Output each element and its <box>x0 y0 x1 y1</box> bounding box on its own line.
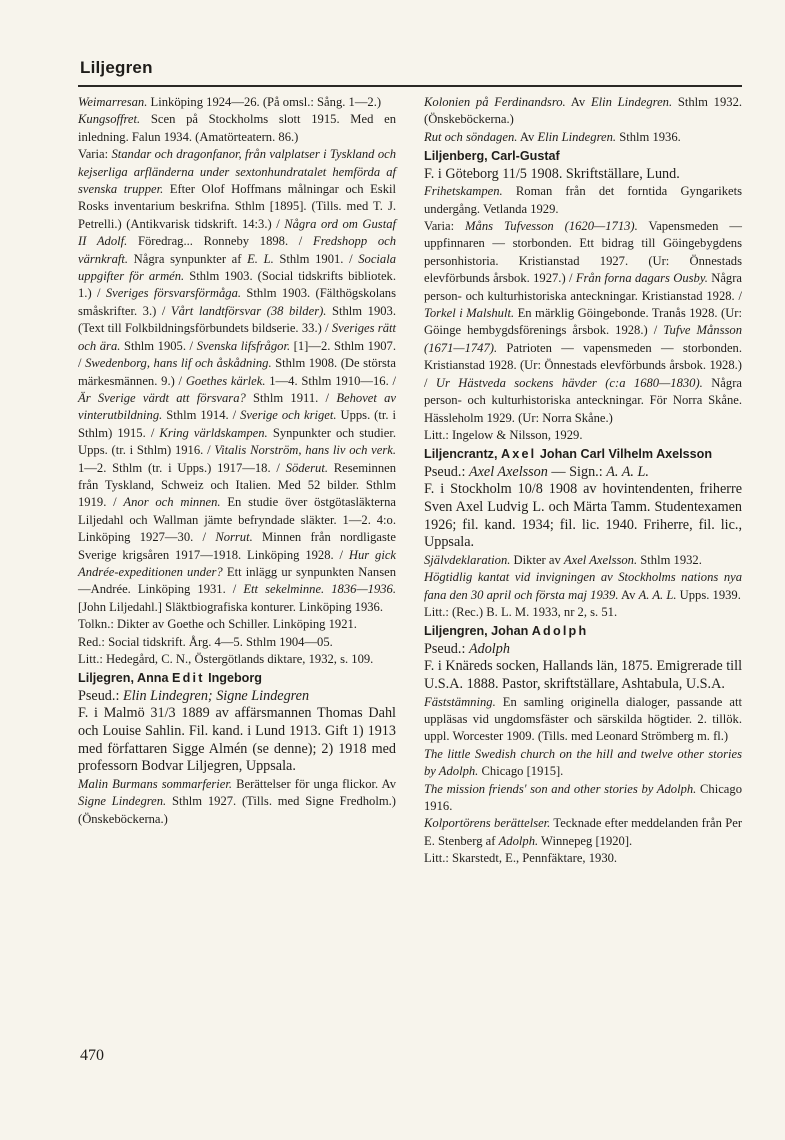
entry-paragraph: Varia: Standar och dragonfanor, från valplatser i Tyskland och kejserliga arfländerna under sextonhundratalet hemförda af svenska trupper. Efter Olof Hoffmans målningar och Eskil Rosks inventarium beskrifna. Sthlm [1895]. (Tills. med T. J. Petrelli.) (Antikvarisk tidskrift. 14:3.) / Några ord om Gustaf II Adolf. Föredrag... Ronneby 1898. / Fredshopp och värnkraft. Några synpunkter af E. L. Sthlm 1901. / Sociala uppgifter för armén. Sthlm 1903. (Social tidskrifts bibliotek. 1.) / Sveriges försvarsförmåga. Sthlm 1903. (Fälthögskolans småskrifter. 3.) / Vårt landtförsvar (38 bilder). Sthlm 1903. (Text till Folkbildningsförbundets bildserie. 33.) / Sveriges rätt och ära. Sthlm 1905. / Svenska lifsfrågor. [1]—2. Sthlm 1907. / Swedenborg, hans lif och åskådning. Sthlm 1908. (De största märkesmännen. 9.) / Goethes kärlek. 1—4. Sthlm 1910—16. / Är Sverige värdt att försvara? Sthlm 1911. / Behovet av vinterutbildning. Sthlm 1914. / Sverige och kriget. Upps. (tr. i Sthlm) 1915. / Kring världskampen. Synpunkter och studier. Upps. (tr. i Sthlm) 1916. / Vitalis Norström, hans liv och verk. 1—2. Sthlm (tr. i Upps.) 1917—18. / Söderut. Reseminnen från Tyskland, Schweiz och Italien. Med 52 bilder. Sthlm 1919. / Anor och minnen. En studie över östgötasläkterna Liljedahl och Wallman jämte befryndade släkter. 1—2. 4:o. Linköping 1927—30. / Norrut. Minnen från nordligaste Sverige krigsåren 1917—1918. Linköping 1928. / Hur gick Andrée-expeditionen under? Ett inlägg ur synpunkten Nansen—Andrée. Linköping 1931. / Ett sekelminne. 1836—1936. [John Liljedahl.] Släktbiografiska konturer. Linköping 1936. <box>78 147 397 614</box>
biography: F. i Malmö 31/3 1889 av affärsmannen Thomas Dahl och Louise Sahlin. Fil. kand. i Lund 1913. Gift 1) 1913 med författaren Sigge Almén (se denne); 2) 1918 med professorn Bodvar Liljegren, Uppsala. <box>78 705 396 775</box>
author-heading: Liljegren, Anna Edit Ingeborg <box>78 671 262 686</box>
pseudonym-line: Pseud.: Axel Axelsson — Sign.: A. A. L. <box>424 463 649 480</box>
entry-paragraph: Kolportörens berättelser. Tecknade efter meddelanden från Per E. Stenberg af Adolph. Winnepeg [1920]. <box>424 816 743 848</box>
entry-paragraph: Kungsoffret. Scen på Stockholms slott 1915. Med en inledning. Falun 1934. (Amatörteatern. 86.) <box>78 112 396 144</box>
entry-paragraph: The mission friends' son and other stories by Adolph. Chicago 1916. <box>424 781 742 813</box>
author-heading: Liljencrantz, Axel Johan Carl Vilhelm Axelsson <box>424 447 713 462</box>
biography: F. i Knäreds socken, Hallands län, 1875. Emigrerade till U.S.A. 1888. Pastor, skriftställare, Ashtabula, U.S.A. <box>424 658 743 692</box>
header-rule <box>78 85 742 87</box>
right-column <box>424 94 742 868</box>
biography: F. i Göteborg 11/5 1908. Skriftställare, Lund. <box>424 165 680 182</box>
author-heading: Liljenberg, Carl-Gustaf <box>424 149 560 164</box>
entry-paragraph: Självdeklaration. Dikter av Axel Axelsson. Sthlm 1932. <box>424 552 702 567</box>
entry-paragraph: Litt.: Hedegård, C. N., Östergötlands diktare, 1932, s. 109. <box>78 652 374 666</box>
entry-paragraph: Frihetskampen. Roman från det forntida Gyngarikets undergång. Vetlanda 1929. <box>424 184 742 216</box>
running-head: Liljegren <box>80 58 153 77</box>
entry-paragraph: Weimarresan. Linköping 1924—26. (På omsl.: Sång. 1—2.) <box>78 95 382 109</box>
entry-paragraph: Litt.: Ingelow & Nilsson, 1929. <box>424 427 583 442</box>
left-column <box>78 94 396 828</box>
entry-paragraph: The little Swedish church on the hill and twelve other stories by Adolph. Chicago [1915]. <box>424 746 742 779</box>
biography: F. i Stockholm 10/8 1908 av hovintendenten, friherre Sven Axel Ludvig L. och Märta Tamm. Studentexamen 1926; fil. kand. 1934; fil. lic. 1940. Friherre, fil. lic., Uppsala. <box>424 481 742 551</box>
page-number: 470 <box>80 1047 104 1064</box>
entry-paragraph: Fäststämning. En samling originella dialoger, passande att uppläsas vid ungdomsfäster och särskilda högtider. 2. tillök. uppl. Worcester 1909. (Tills. med Leonard Strömberg m. fl.) <box>424 694 742 744</box>
author-heading: Liljengren, Johan Adolph <box>424 624 589 639</box>
entry-paragraph: Högtidlig kantat vid invigningen av Stockholms nations nya fana den 30 april och första maj 1939. Av A. A. L. Upps. 1939. <box>424 570 742 602</box>
entry-paragraph: Red.: Social tidskrift. Årg. 4—5. Sthlm 1904—05. <box>78 634 333 649</box>
entry-paragraph: Rut och söndagen. Av Elin Lindegren. Sthlm 1936. <box>424 129 681 144</box>
pseudonym-line: Pseud.: Elin Lindegren; Signe Lindegren <box>78 687 310 704</box>
entry-paragraph: Tolkn.: Dikter av Goethe och Schiller. Linköping 1921. <box>78 617 357 632</box>
entry-paragraph: Litt.: Skarstedt, E., Pennfäktare, 1930. <box>424 851 618 866</box>
pseudonym-line: Pseud.: Adolph <box>424 640 510 657</box>
entry-paragraph: Litt.: (Rec.) B. L. M. 1933, nr 2, s. 51. <box>424 604 618 619</box>
entry-paragraph: Kolonien på Ferdinandsro. Av Elin Lindegren. Sthlm 1932. (Önskeböckerna.) <box>424 95 743 127</box>
entry-paragraph: Malin Burmans sommarferier. Berättelser för unga flickor. Av Signe Lindegren. Sthlm 1927. (Tills. med Signe Fredholm.) (Önskeböckerna.) <box>78 776 396 826</box>
entry-paragraph: Varia: Måns Tufvesson (1620—1713). Vapensmeden — uppfinnaren — storbonden. Ett bidrag till Göingebygdens personhistoria. Kristianstad 1927. (Ur: Önnestads elevförbunds årsbok. 1927.) / Från forna dagars Ousby. Några person- och kulturhistoriska anteckningar. Kristianstad 1928. / Torkel i Malshult. En märklig Göingebonde. Tranås 1928. (Ur: Göinge hembygdsförenings årsbok. 1928.) / Tufve Månsson (1671—1747). Patrioten — vapensmeden — storbonden. Kristianstad 1928. (Ur: Önnestads elevförbunds årsbok. 1928.) / Ur Hästveda sockens hävder (c:a 1680—1830). Några person- och kulturhistoriska anteckningar. För Norra Skåne. Hässleholm 1929. (Ur: Norra Skåne.) <box>424 219 743 425</box>
